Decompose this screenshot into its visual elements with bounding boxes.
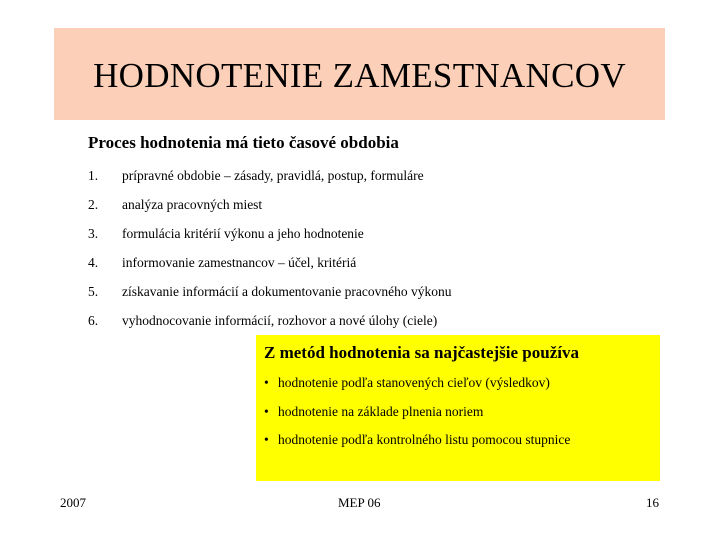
list-item xyxy=(264,404,570,433)
methods-box xyxy=(256,335,660,481)
bullet-icon: • xyxy=(264,432,269,447)
step-text: získavanie informácií a dokumentovanie pracovného výkonu xyxy=(122,284,452,299)
methods-list xyxy=(264,375,570,461)
step-text: informovanie zamestnancov – účel, kritériá xyxy=(122,255,357,270)
step-number: 2. xyxy=(88,197,99,212)
method-text: hodnotenie podľa kontrolného listu pomocou stupnice xyxy=(278,432,571,447)
subtitle: Proces hodnotenia má tieto časové obdobia xyxy=(88,133,399,152)
list-item xyxy=(88,197,452,226)
step-number: 3. xyxy=(88,226,99,241)
step-number: 4. xyxy=(88,255,99,270)
steps-list xyxy=(88,168,452,342)
list-item xyxy=(88,226,452,255)
slide-title: HODNOTENIE ZAMESTNANCOV xyxy=(93,56,626,95)
step-text: vyhodnocovanie informácií, rozhovor a nové úlohy (ciele) xyxy=(122,313,438,328)
step-text: analýza pracovných miest xyxy=(122,197,263,212)
bullet-icon: • xyxy=(264,375,269,390)
bullet-icon: • xyxy=(264,403,269,419)
list-item xyxy=(88,168,452,197)
footer-year: 2007 xyxy=(60,495,86,510)
footer-center: MEP 06 xyxy=(338,495,381,510)
step-number: 5. xyxy=(88,284,99,299)
method-text: hodnotenie podľa stanovených cieľov (výsledkov) xyxy=(278,375,550,390)
list-item xyxy=(88,284,452,313)
step-number: 6. xyxy=(88,313,99,328)
list-item xyxy=(88,255,452,284)
step-number: 1. xyxy=(88,168,99,183)
method-text: hodnotenie na základe plnenia noriem xyxy=(278,403,484,419)
list-item xyxy=(264,432,570,461)
step-text: prípravné obdobie – zásady, pravidlá, postup, formuláre xyxy=(122,168,424,183)
page-number: 16 xyxy=(646,495,659,510)
list-item xyxy=(264,375,570,404)
methods-title: Z metód hodnotenia sa najčastejšie používa xyxy=(264,343,579,362)
step-text: formulácia kritérií výkonu a jeho hodnotenie xyxy=(122,226,364,241)
title-box xyxy=(54,28,665,120)
